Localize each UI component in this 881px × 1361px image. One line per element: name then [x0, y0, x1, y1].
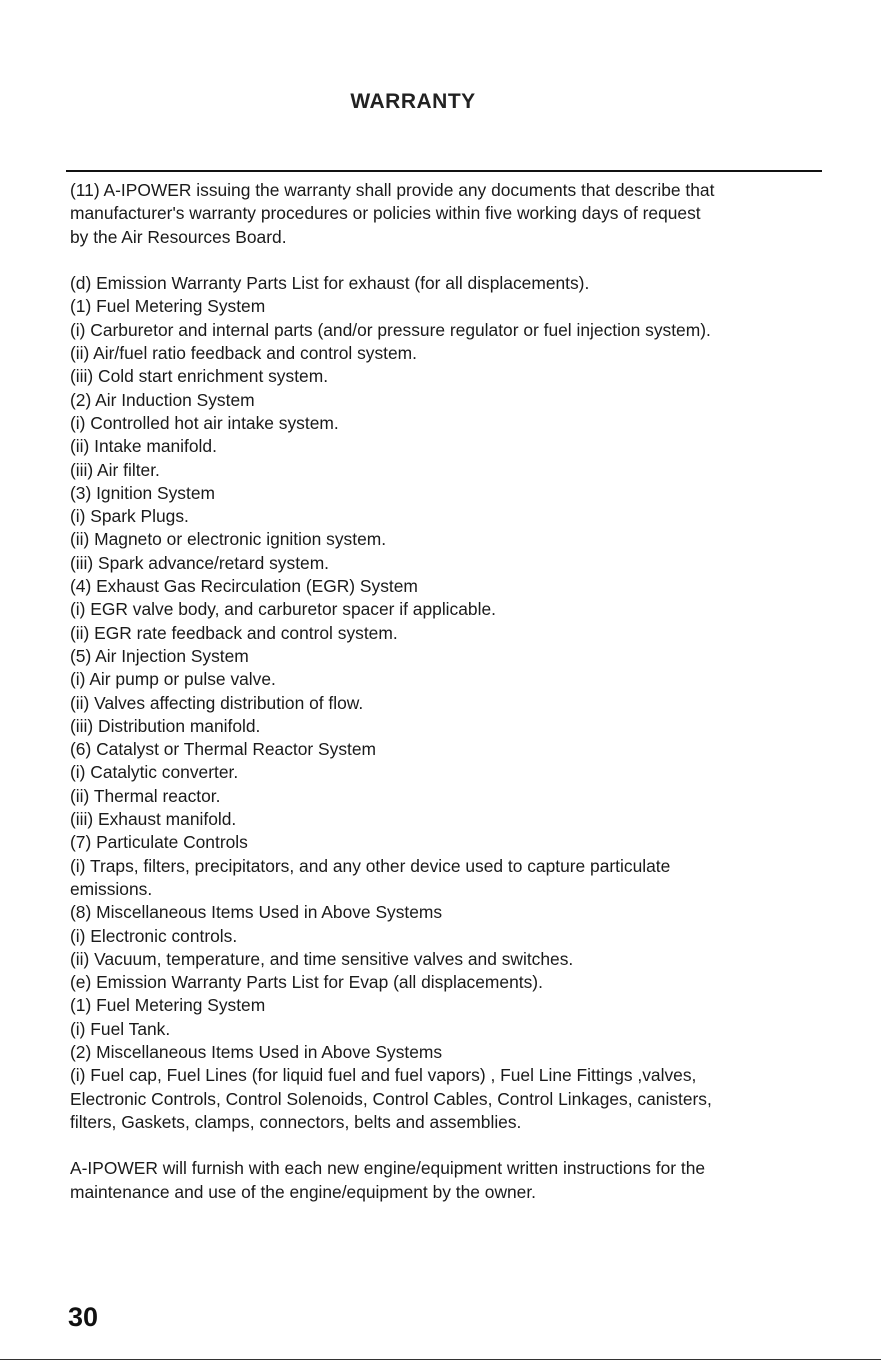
- list-item: (ii) Valves affecting distribution of flow.: [70, 692, 364, 713]
- paragraph-gap: [70, 249, 830, 272]
- list-item: (i) Electronic controls.: [70, 925, 238, 946]
- list-item: (ii) Intake manifold.: [70, 436, 217, 457]
- list-item: (6) Catalyst or Thermal Reactor System: [70, 739, 377, 760]
- list-item: (4) Exhaust Gas Recirculation (EGR) System: [70, 576, 418, 597]
- list-item: (iii) Exhaust manifold.: [70, 809, 237, 830]
- list-item: (i) Fuel Tank.: [70, 1018, 171, 1039]
- list-item: (7) Particulate Controls: [70, 832, 248, 853]
- intro-paragraph: [70, 179, 830, 249]
- list-item: (iii) Distribution manifold.: [70, 715, 261, 736]
- closing-paragraph: [70, 1157, 830, 1204]
- intro-line: (11) A-IPOWER issuing the warranty shall provide any documents that describe that: [70, 180, 715, 200]
- parts-list: [70, 272, 830, 1134]
- list-item: emissions.: [70, 878, 153, 899]
- header-divider: [66, 170, 822, 172]
- list-item: (ii) Magneto or electronic ignition system.: [70, 529, 387, 550]
- intro-line: manufacturer's warranty procedures or policies within five working days of request: [70, 203, 701, 224]
- list-item: (8) Miscellaneous Items Used in Above Systems: [70, 902, 443, 923]
- page-bottom-edge: [0, 1359, 881, 1360]
- document-body: [70, 179, 830, 1204]
- list-item: filters, Gaskets, clamps, connectors, belts and assemblies.: [70, 1111, 522, 1132]
- list-item: (i) Fuel cap, Fuel Lines (for liquid fuel and fuel vapors) , Fuel Line Fittings ,valves,: [70, 1065, 697, 1086]
- closing-line: maintenance and use of the engine/equipment by the owner.: [70, 1181, 537, 1202]
- list-item: (i) Catalytic converter.: [70, 762, 239, 783]
- list-item: (2) Air Induction System: [70, 389, 255, 410]
- list-item: (i) Controlled hot air intake system.: [70, 412, 339, 433]
- list-item: (i) Traps, filters, precipitators, and any other device used to capture particulate: [70, 855, 671, 876]
- list-item: (5) Air Injection System: [70, 645, 249, 666]
- list-item: (3) Ignition System: [70, 482, 215, 503]
- list-item: (2) Miscellaneous Items Used in Above Systems: [70, 1041, 443, 1062]
- page-title: WARRANTY: [350, 90, 476, 113]
- list-item: (i) Air pump or pulse valve.: [70, 669, 276, 690]
- list-item: (1) Fuel Metering System: [70, 995, 266, 1016]
- list-item: (d) Emission Warranty Parts List for exhaust (for all displacements).: [70, 273, 590, 294]
- list-item: (iii) Air filter.: [70, 459, 160, 480]
- list-item: (iii) Cold start enrichment system.: [70, 366, 329, 387]
- paragraph-gap: [70, 1134, 830, 1157]
- list-item: (i) Carburetor and internal parts (and/or pressure regulator or fuel injection system).: [70, 319, 711, 340]
- list-item: (ii) Vacuum, temperature, and time sensitive valves and switches.: [70, 948, 574, 969]
- list-item: (1) Fuel Metering System: [70, 296, 266, 317]
- list-item: (i) Spark Plugs.: [70, 506, 189, 527]
- list-item: (ii) Air/fuel ratio feedback and control system.: [70, 343, 417, 364]
- list-item: Electronic Controls, Control Solenoids, Control Cables, Control Linkages, canisters,: [70, 1088, 712, 1109]
- list-item: (e) Emission Warranty Parts List for Evap (all displacements).: [70, 972, 543, 993]
- list-item: (iii) Spark advance/retard system.: [70, 552, 330, 573]
- closing-line: A-IPOWER will furnish with each new engine/equipment written instructions for the: [70, 1158, 706, 1179]
- list-item: (ii) Thermal reactor.: [70, 785, 221, 806]
- list-item: (ii) EGR rate feedback and control system.: [70, 622, 398, 643]
- page-number: 30: [68, 1302, 99, 1332]
- list-item: (i) EGR valve body, and carburetor spacer if applicable.: [70, 599, 496, 620]
- intro-line: by the Air Resources Board.: [70, 226, 287, 247]
